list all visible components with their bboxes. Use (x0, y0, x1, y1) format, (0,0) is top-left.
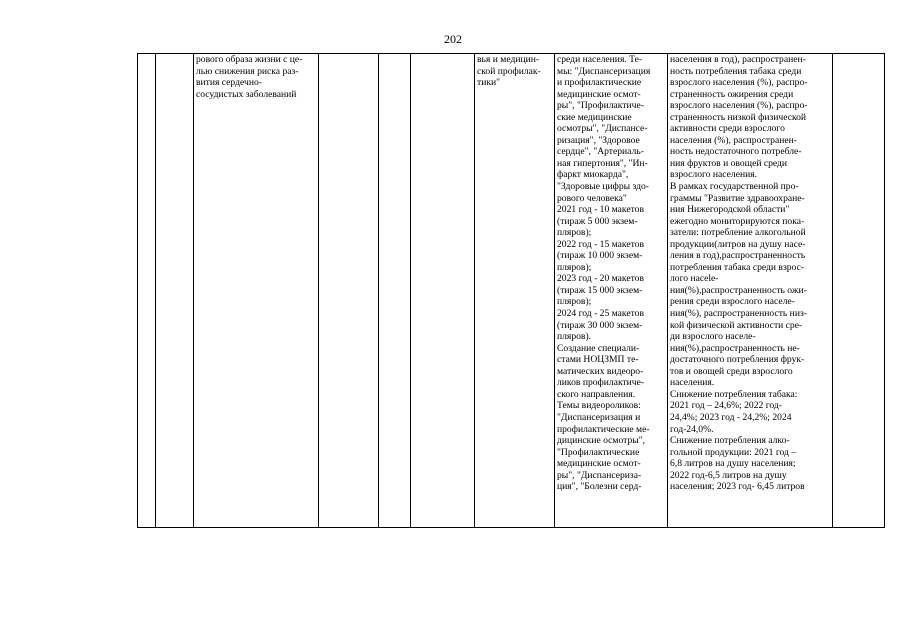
measures-table (137, 53, 885, 528)
activities-text: среди населения. Те- мы: "Диспансеризация и профилактические медицинские осмот- ры", "Профилактиче- ские медицинские осмотры", "Диспансе- ризация", "Здоровое сердце", "Артериаль- ная гипертония", "Ин- фаркт миокарда", "Здоровые цифры здо- рового человека" 2021 год - 10 макетов (тираж 5 000 экзем- пляров); 2022 год - 15 макетов (тираж 10 000 экзем- пляров); 2023 год - 20 макетов (тираж 15 000 экзем- пляров); 2024 год - 25 макетов (тираж 30 000 экзем- пляров). Создание специали- стами НОЦЗМП те- матических видеоро- ликов профилактиче- ского направления. Темы видеороликов: "Диспансеризация и профилактические ме- дицинские осмотры", "Профилактические медицинские осмот- ры", "Диспансеризa- ция", "Болезни серд- (557, 54, 651, 493)
page-number: 202 (444, 32, 462, 46)
table-cell-empty (379, 54, 411, 528)
indicators-text: населения в год), распространен- ность потребления табака среди взрослого населения (%), распро- страненность ожирения среди взрослого населения (%), распро- страненность низкой физической активности среди взрослого населения (%), распространен- ность недостаточного потребле- ния фруктов и овощей среди взрослого населения. В рамках государственной про- граммы "Развитие здравоохране- ния Нижегородской области" ежегодно мониторируются пока- затели: потребление алкогольной продукции(литров на душу насе- ления в год),распространенность потребления табака среди взрос- лого насele- ния(%),распространенность ожи- рения среди взрослого населе- ния(%), распространенность низ- кой физической активности сре- ди взрослого населе- ния(%),распространенность не- достаточного потребления фрук- тов и овощей среди взрослого населения. Снижение потребления табака: 2021 год – 24,6%; 2022 год- 24,4%; 2023 год - 24,2%; 2024 год-24,0%. Снижение потребления алко- гольной продукции: 2021 год – 6,8 литров на душу населения; 2022 год-6,5 литров на душу населения; 2023 год- 6,45 литров (670, 54, 808, 493)
table-cell-activities (555, 54, 668, 528)
table-cell-measure-goal (194, 54, 319, 528)
table-cell-empty (833, 54, 885, 528)
table-cell-empty (319, 54, 379, 528)
table-cell-indicators (668, 54, 833, 528)
table-cell-number (138, 54, 156, 528)
table-cell-empty (156, 54, 194, 528)
table-row (138, 54, 885, 528)
executor-text: вья и медицин- ской профилак- тики" (477, 54, 541, 89)
table-cell-empty (411, 54, 475, 528)
measure-goal-text: рового образа жизни с це- лью снижения риска раз- вития сердечно- сосудистых заболеваний (196, 54, 303, 100)
table-cell-executor (475, 54, 555, 528)
